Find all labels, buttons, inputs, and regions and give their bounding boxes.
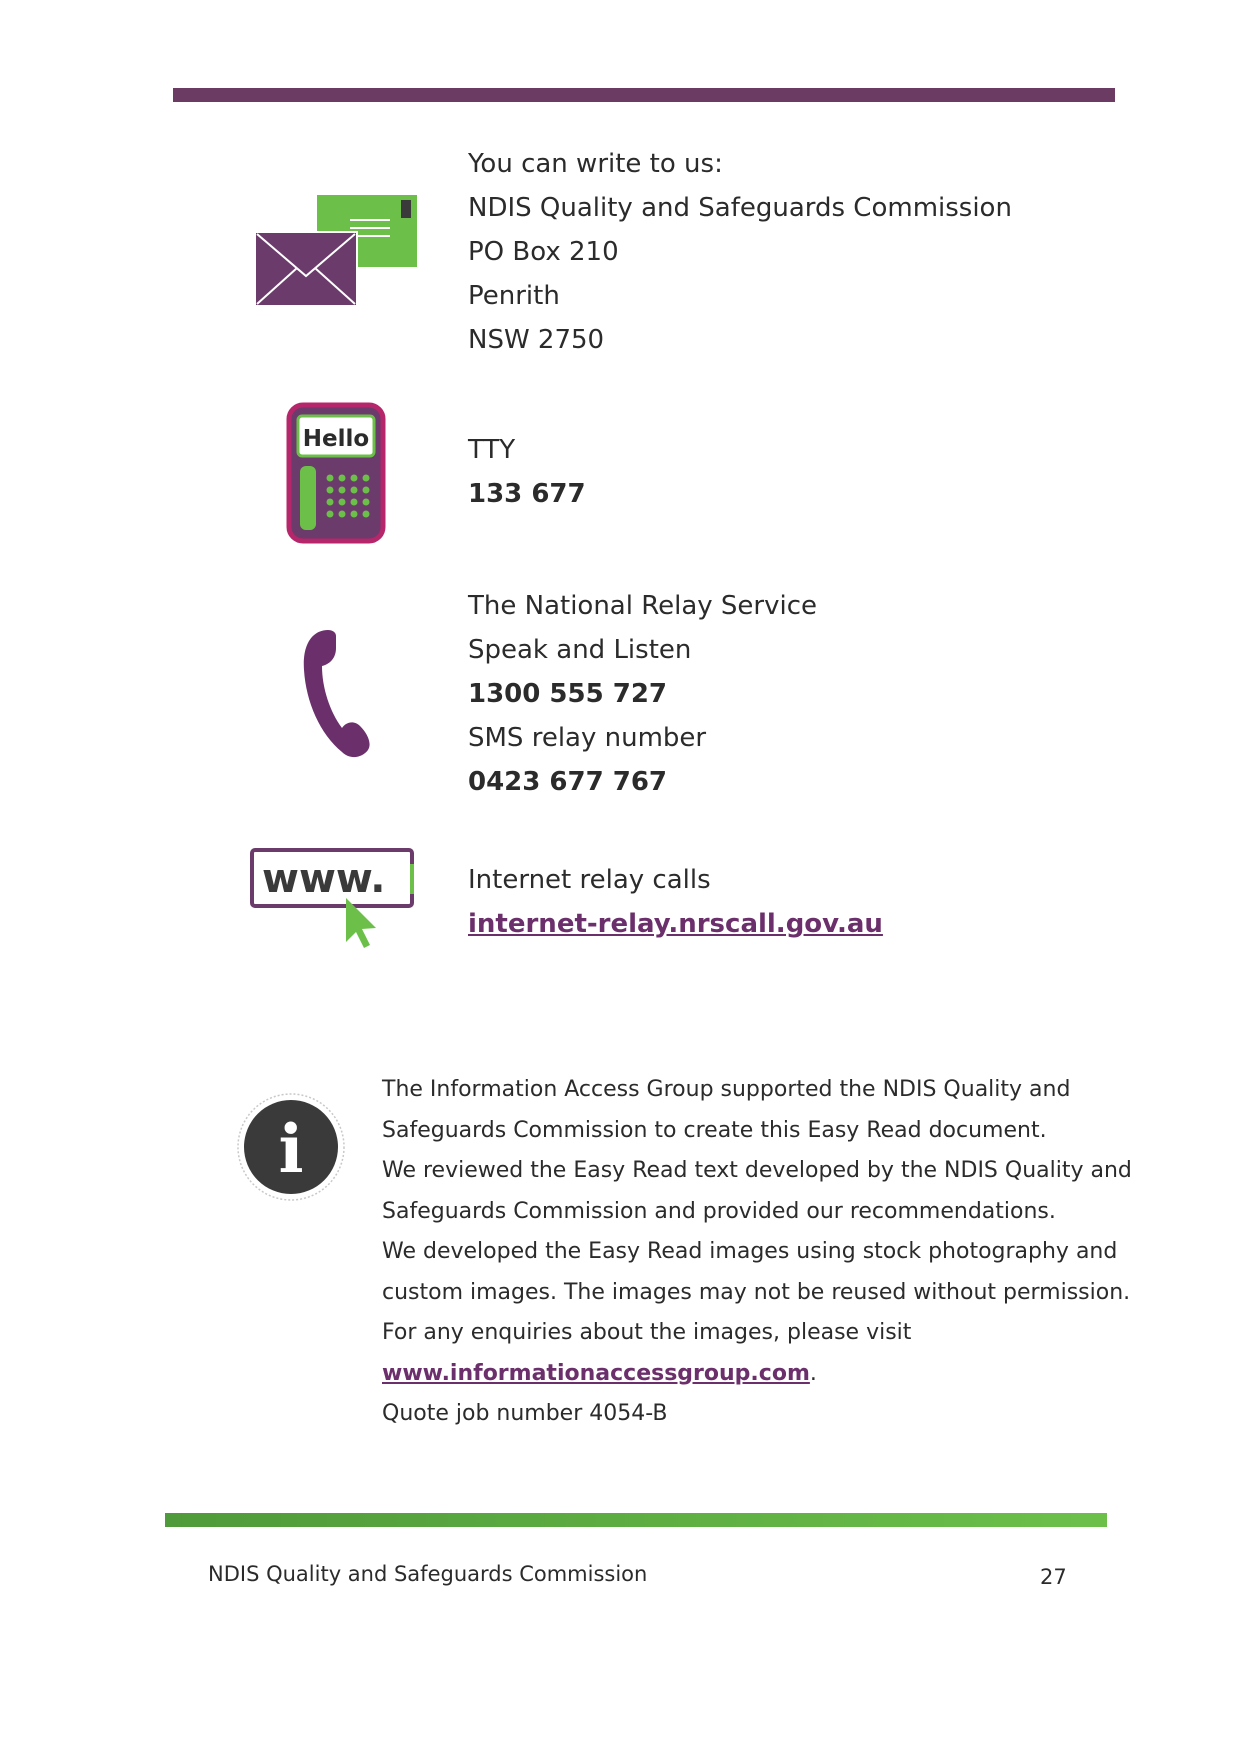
tty-contact <box>468 428 586 516</box>
info-line-1: The Information Access Group supported the NDIS Quality and <box>382 1077 1071 1102</box>
info-line-6: custom images. The images may not be reused without permission. <box>382 1279 1131 1305</box>
tty-label: TTY <box>468 435 516 465</box>
info-line-3: We reviewed the Easy Read text developed by the NDIS Quality and <box>382 1158 1132 1183</box>
tty-number: 133 677 <box>468 479 586 509</box>
sms-relay-label: SMS relay number <box>468 723 707 753</box>
address-postcode: NSW 2750 <box>468 325 605 355</box>
telephone-handset-icon <box>290 622 376 762</box>
top-divider-bar <box>173 88 1115 102</box>
address-po-box: PO Box 210 <box>468 237 619 267</box>
internet-relay <box>468 858 883 946</box>
info-line-4: Safeguards Commission and provided our recommendations. <box>382 1198 1056 1224</box>
information-access-group-link[interactable]: www.informationaccessgroup.com <box>382 1360 810 1386</box>
footer-organisation: NDIS Quality and Safeguards Commission <box>208 1562 648 1586</box>
information-glyph: i <box>278 1110 304 1188</box>
link-suffix: . <box>809 1360 817 1386</box>
relay-title: The National Relay Service <box>468 591 818 621</box>
tty-phone-icon <box>286 402 386 544</box>
sms-relay-number: 0423 677 767 <box>468 767 668 797</box>
speak-listen-number: 1300 555 727 <box>468 679 668 709</box>
internet-relay-link[interactable]: internet-relay.nrscall.gov.au <box>468 909 883 939</box>
write-to-us-text: You can write to us: <box>468 149 723 179</box>
www-text: www. <box>262 856 386 902</box>
speak-listen-label: Speak and Listen <box>468 635 692 665</box>
postal-address <box>468 142 1012 362</box>
information-access-note <box>382 1070 1132 1435</box>
internet-relay-label: Internet relay calls <box>468 865 711 895</box>
address-suburb: Penrith <box>468 281 560 311</box>
tty-hello-text: Hello <box>302 426 370 452</box>
info-line-7: For any enquiries about the images, please visit <box>382 1320 912 1345</box>
information-icon <box>236 1092 346 1202</box>
info-line-5: We developed the Easy Read images using stock photography and <box>382 1239 1118 1264</box>
job-number: Quote job number 4054-B <box>382 1401 668 1426</box>
bottom-divider-bar <box>165 1513 1107 1527</box>
info-line-2: Safeguards Commission to create this Easy Read document. <box>382 1117 1047 1143</box>
relay-service <box>468 584 817 804</box>
address-org: NDIS Quality and Safeguards Commission <box>468 193 1012 223</box>
page-number: 27 <box>1040 1565 1067 1589</box>
www-cursor-icon <box>248 846 420 950</box>
envelope-icon <box>255 190 420 310</box>
